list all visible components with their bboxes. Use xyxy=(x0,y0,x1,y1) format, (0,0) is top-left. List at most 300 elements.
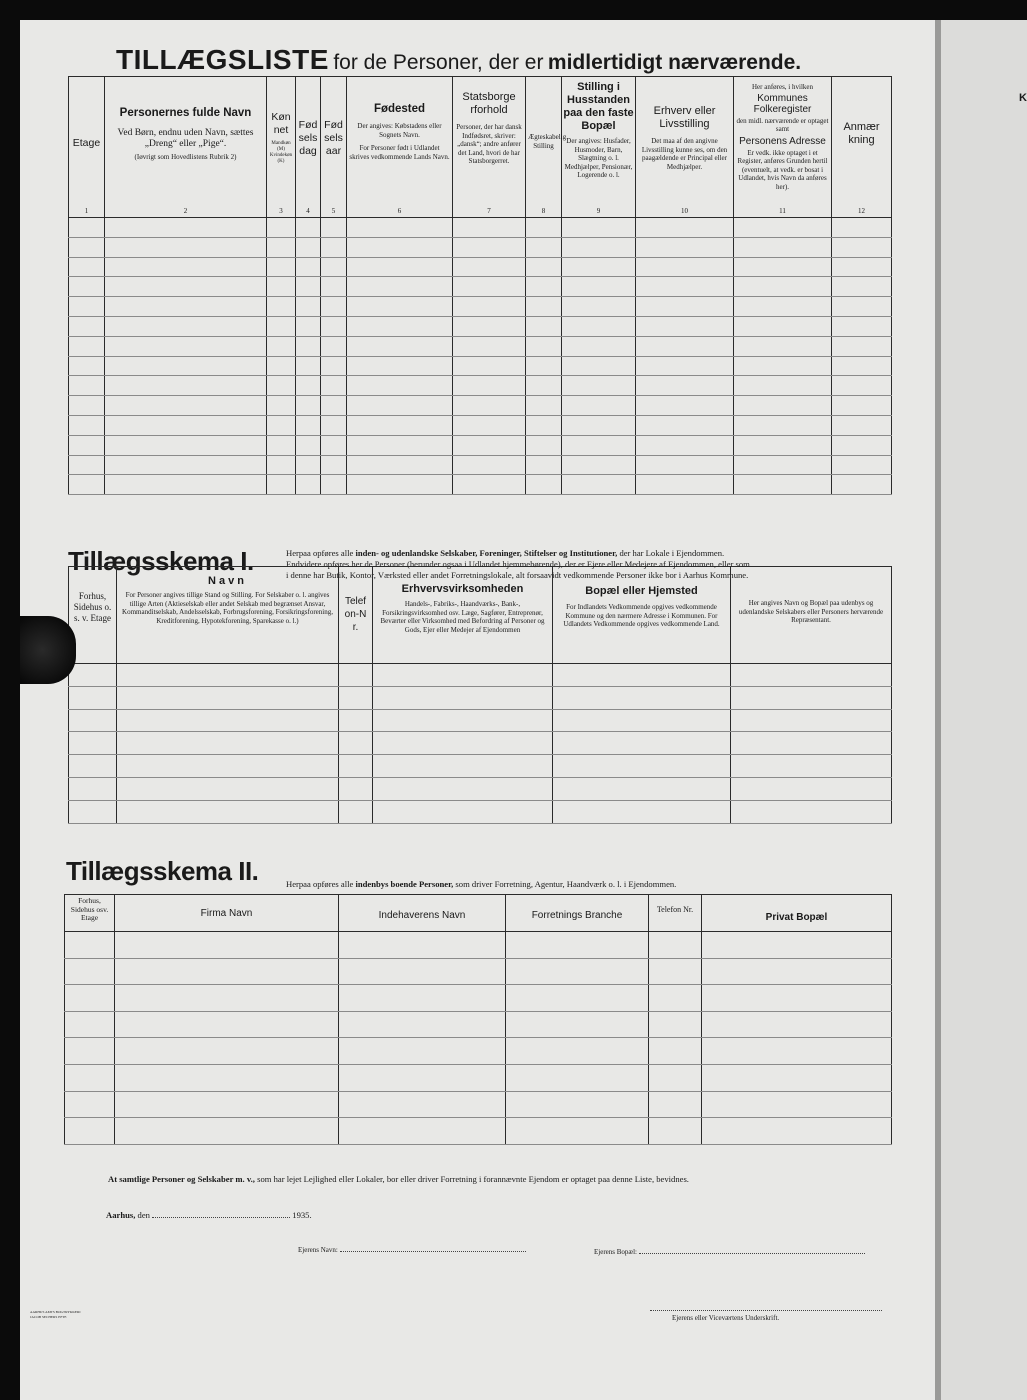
table-cell[interactable] xyxy=(347,297,453,317)
table-cell[interactable] xyxy=(562,455,636,475)
table-cell[interactable] xyxy=(373,755,553,778)
table-cell[interactable] xyxy=(731,664,892,687)
table-cell[interactable] xyxy=(267,415,296,435)
table-cell[interactable] xyxy=(636,218,734,238)
table-cell[interactable] xyxy=(105,297,267,317)
table-cell[interactable] xyxy=(649,985,702,1012)
table-cell[interactable] xyxy=(734,376,832,396)
table-cell[interactable] xyxy=(115,985,339,1012)
table-cell[interactable] xyxy=(69,777,117,800)
table-cell[interactable] xyxy=(734,237,832,257)
table-cell[interactable] xyxy=(832,316,892,336)
table-cell[interactable] xyxy=(267,316,296,336)
schema1-title: Tillægsskema I. xyxy=(68,546,254,576)
table-cell[interactable] xyxy=(731,686,892,709)
table-cell[interactable] xyxy=(347,415,453,435)
table-cell[interactable] xyxy=(115,1091,339,1118)
table-cell[interactable] xyxy=(321,257,347,277)
table-cell[interactable] xyxy=(105,435,267,455)
table-cell[interactable] xyxy=(526,376,562,396)
table-cell[interactable] xyxy=(115,1118,339,1145)
table-cell[interactable] xyxy=(702,1011,892,1038)
table-cell[interactable] xyxy=(526,297,562,317)
table-cell[interactable] xyxy=(636,415,734,435)
table-cell[interactable] xyxy=(69,709,117,732)
table-row xyxy=(69,800,892,823)
owner-name-line: Ejerens Navn: xyxy=(298,1246,526,1254)
table-cell[interactable] xyxy=(339,932,506,959)
table-cell[interactable] xyxy=(339,755,373,778)
table-cell[interactable] xyxy=(636,336,734,356)
table-cell[interactable] xyxy=(117,755,339,778)
table-cell[interactable] xyxy=(69,396,105,416)
table-cell[interactable] xyxy=(832,356,892,376)
table-cell[interactable] xyxy=(731,732,892,755)
table-cell[interactable] xyxy=(649,1118,702,1145)
table-cell[interactable] xyxy=(296,376,321,396)
table-cell[interactable] xyxy=(339,709,373,732)
table-cell[interactable] xyxy=(373,777,553,800)
table-cell[interactable] xyxy=(267,297,296,317)
table-row xyxy=(69,475,892,495)
table-row xyxy=(69,415,892,435)
table-cell[interactable] xyxy=(321,396,347,416)
table-cell[interactable] xyxy=(267,237,296,257)
table-cell[interactable] xyxy=(105,316,267,336)
table-cell[interactable] xyxy=(373,686,553,709)
table-cell[interactable] xyxy=(373,664,553,687)
s1-col-bopael: Bopæl eller Hjemsted For Indlandets Vedkommende opgives vedkommende Kommune og den nærmere Adresse i Kommunen. For Udlandets Vedkommende opgives vedkommende Land. xyxy=(553,567,731,664)
table-cell[interactable] xyxy=(832,396,892,416)
table-cell[interactable] xyxy=(339,1091,506,1118)
table-cell[interactable] xyxy=(506,1064,649,1091)
table-cell[interactable] xyxy=(649,1091,702,1118)
table-cell[interactable] xyxy=(702,985,892,1012)
table-cell[interactable] xyxy=(321,316,347,336)
table-row xyxy=(69,316,892,336)
table-cell[interactable] xyxy=(69,336,105,356)
table-cell[interactable] xyxy=(296,415,321,435)
table-cell[interactable] xyxy=(321,237,347,257)
table-cell[interactable] xyxy=(347,316,453,336)
table-cell[interactable] xyxy=(321,475,347,495)
table-cell[interactable] xyxy=(562,356,636,376)
table-cell[interactable] xyxy=(373,709,553,732)
table-cell[interactable] xyxy=(562,218,636,238)
table-row xyxy=(69,277,892,297)
table-row xyxy=(69,257,892,277)
table-cell[interactable] xyxy=(526,396,562,416)
table-cell[interactable] xyxy=(339,1038,506,1065)
table-cell[interactable] xyxy=(321,415,347,435)
table-cell[interactable] xyxy=(105,415,267,435)
table-cell[interactable] xyxy=(636,316,734,336)
table-cell[interactable] xyxy=(636,297,734,317)
table-cell[interactable] xyxy=(117,732,339,755)
table-cell[interactable] xyxy=(267,336,296,356)
table-cell[interactable] xyxy=(69,218,105,238)
table-cell[interactable] xyxy=(731,755,892,778)
table-cell[interactable] xyxy=(117,800,339,823)
table-cell[interactable] xyxy=(69,475,105,495)
table-cell[interactable] xyxy=(832,297,892,317)
table-cell[interactable] xyxy=(731,800,892,823)
table-cell[interactable] xyxy=(453,297,526,317)
table-cell[interactable] xyxy=(117,709,339,732)
s2-col-privat-bopael: Privat Bopæl xyxy=(702,895,892,932)
table-cell[interactable] xyxy=(105,455,267,475)
table-cell[interactable] xyxy=(105,356,267,376)
table-cell[interactable] xyxy=(562,435,636,455)
table-cell[interactable] xyxy=(105,336,267,356)
table-cell[interactable] xyxy=(296,435,321,455)
table-cell[interactable] xyxy=(731,709,892,732)
table-cell[interactable] xyxy=(734,435,832,455)
table-cell[interactable] xyxy=(636,455,734,475)
table-cell[interactable] xyxy=(734,475,832,495)
table-cell[interactable] xyxy=(562,277,636,297)
schema1-description: Herpaa opføres alle inden- og udenlandske Selskaber, Foreninger, Stiftelser og Institutioner, der har Lokale i Ejendommen. Endvidere opføres her de Personer (herunder ogsaa i Udlandet hjemmehørende), der er Ejere eller Medejere af Ejendommen, eller som i denne har Butik, Kontor, Værksted eller andet Forretningslokale, alt forsaavidt vedkommende Personer ikke bor i Aarhus Kommune. xyxy=(286,548,750,580)
table-cell[interactable] xyxy=(734,297,832,317)
col-foedselsaar: Fødselsaar 5 xyxy=(321,77,347,218)
table-cell[interactable] xyxy=(553,686,731,709)
table-cell[interactable] xyxy=(69,297,105,317)
table-cell[interactable] xyxy=(296,257,321,277)
table-cell[interactable] xyxy=(69,686,117,709)
table-cell[interactable] xyxy=(105,237,267,257)
table-cell[interactable] xyxy=(649,958,702,985)
table-cell[interactable] xyxy=(339,800,373,823)
schema2-title: Tillægsskema II. xyxy=(66,856,259,886)
table-cell[interactable] xyxy=(267,475,296,495)
table-cell[interactable] xyxy=(562,257,636,277)
table-cell[interactable] xyxy=(267,277,296,297)
table-cell[interactable] xyxy=(649,932,702,959)
schema2-rows xyxy=(65,932,892,1145)
table-cell[interactable] xyxy=(347,396,453,416)
date-line: Aarhus, den 1935. xyxy=(106,1210,312,1220)
table-cell[interactable] xyxy=(267,455,296,475)
table-cell[interactable] xyxy=(702,932,892,959)
table-cell[interactable] xyxy=(105,376,267,396)
table-cell[interactable] xyxy=(296,297,321,317)
table-cell[interactable] xyxy=(506,1011,649,1038)
table-cell[interactable] xyxy=(69,277,105,297)
table-cell[interactable] xyxy=(702,1118,892,1145)
table-row xyxy=(69,755,892,778)
table-cell[interactable] xyxy=(636,435,734,455)
table-cell[interactable] xyxy=(453,257,526,277)
table-cell[interactable] xyxy=(65,1038,115,1065)
table-cell[interactable] xyxy=(734,415,832,435)
table-cell[interactable] xyxy=(506,1091,649,1118)
table-cell[interactable] xyxy=(649,1038,702,1065)
table-cell[interactable] xyxy=(832,218,892,238)
table-cell[interactable] xyxy=(296,396,321,416)
table-cell[interactable] xyxy=(553,664,731,687)
table-cell[interactable] xyxy=(69,664,117,687)
table-cell[interactable] xyxy=(526,237,562,257)
col-koennet: Kønnet Mandkøn (M) Kvindekøn (K) 3 xyxy=(267,77,296,218)
table-cell[interactable] xyxy=(296,336,321,356)
table-cell[interactable] xyxy=(117,664,339,687)
attestation-statement: At samtlige Personer og Selskaber m. v., som har lejet Lejlighed eller Lokaler, bor eller driver Forretning i forannævnte Ejendom er optaget paa denne Liste, bevidnes. xyxy=(108,1174,689,1184)
table-cell[interactable] xyxy=(105,257,267,277)
table-cell[interactable] xyxy=(526,277,562,297)
table-cell[interactable] xyxy=(117,686,339,709)
table-cell[interactable] xyxy=(321,435,347,455)
table-cell[interactable] xyxy=(296,277,321,297)
table-cell[interactable] xyxy=(453,475,526,495)
table-cell[interactable] xyxy=(506,932,649,959)
table-cell[interactable] xyxy=(453,218,526,238)
table-cell[interactable] xyxy=(453,356,526,376)
table-cell[interactable] xyxy=(296,316,321,336)
table-cell[interactable] xyxy=(115,932,339,959)
table-cell[interactable] xyxy=(562,316,636,336)
s2-col-firma-navn: Firma Navn xyxy=(115,895,339,932)
table-cell[interactable] xyxy=(339,664,373,687)
table-cell[interactable] xyxy=(69,376,105,396)
table-cell[interactable] xyxy=(65,932,115,959)
table-cell[interactable] xyxy=(832,455,892,475)
table-row xyxy=(69,356,892,376)
table-cell[interactable] xyxy=(105,475,267,495)
table-cell[interactable] xyxy=(321,455,347,475)
table-cell[interactable] xyxy=(347,218,453,238)
table-cell[interactable] xyxy=(321,297,347,317)
table-cell[interactable] xyxy=(562,336,636,356)
table-cell[interactable] xyxy=(321,218,347,238)
table-cell[interactable] xyxy=(832,237,892,257)
table-cell[interactable] xyxy=(347,376,453,396)
table-cell[interactable] xyxy=(347,277,453,297)
table-cell[interactable] xyxy=(453,237,526,257)
table-cell[interactable] xyxy=(734,396,832,416)
table-cell[interactable] xyxy=(734,257,832,277)
table-cell[interactable] xyxy=(832,277,892,297)
table-cell[interactable] xyxy=(347,435,453,455)
table-row xyxy=(69,686,892,709)
table-cell[interactable] xyxy=(373,732,553,755)
table-cell[interactable] xyxy=(734,356,832,376)
table-cell[interactable] xyxy=(321,376,347,396)
table-cell[interactable] xyxy=(702,1064,892,1091)
table-cell[interactable] xyxy=(267,218,296,238)
table-row xyxy=(69,455,892,475)
table-cell[interactable] xyxy=(832,376,892,396)
table-cell[interactable] xyxy=(506,1038,649,1065)
table-cell[interactable] xyxy=(115,1011,339,1038)
table-cell[interactable] xyxy=(296,475,321,495)
table-cell[interactable] xyxy=(267,376,296,396)
table-cell[interactable] xyxy=(69,237,105,257)
table-row xyxy=(69,237,892,257)
table-cell[interactable] xyxy=(117,777,339,800)
table-cell[interactable] xyxy=(453,336,526,356)
table-row xyxy=(65,1038,892,1065)
table-cell[interactable] xyxy=(832,415,892,435)
table-cell[interactable] xyxy=(526,435,562,455)
table-cell[interactable] xyxy=(832,257,892,277)
table-cell[interactable] xyxy=(636,396,734,416)
table-cell[interactable] xyxy=(734,336,832,356)
table-cell[interactable] xyxy=(65,958,115,985)
table-cell[interactable] xyxy=(339,686,373,709)
table-cell[interactable] xyxy=(65,985,115,1012)
table-cell[interactable] xyxy=(373,800,553,823)
table-cell[interactable] xyxy=(267,356,296,376)
table-header-row xyxy=(69,77,892,218)
table-cell[interactable] xyxy=(734,218,832,238)
table-cell[interactable] xyxy=(69,257,105,277)
table-cell[interactable] xyxy=(65,1011,115,1038)
table-cell[interactable] xyxy=(702,1038,892,1065)
table-cell[interactable] xyxy=(339,1011,506,1038)
adjacent-page: K xyxy=(941,20,1027,1400)
table-cell[interactable] xyxy=(562,376,636,396)
table-cell[interactable] xyxy=(69,316,105,336)
schema2-table xyxy=(64,894,892,1145)
table-cell[interactable] xyxy=(526,316,562,336)
table-cell[interactable] xyxy=(553,709,731,732)
table-cell[interactable] xyxy=(69,356,105,376)
table-cell[interactable] xyxy=(453,415,526,435)
table-row xyxy=(65,985,892,1012)
table-cell[interactable] xyxy=(553,777,731,800)
table-row xyxy=(69,709,892,732)
table-cell[interactable] xyxy=(453,396,526,416)
signature-field[interactable] xyxy=(650,1310,882,1311)
table-row xyxy=(65,932,892,959)
thumb-shadow xyxy=(20,616,76,684)
table-cell[interactable] xyxy=(453,455,526,475)
table-cell[interactable] xyxy=(65,1118,115,1145)
table-cell[interactable] xyxy=(832,336,892,356)
table-cell[interactable] xyxy=(506,985,649,1012)
table-cell[interactable] xyxy=(105,218,267,238)
tillaegsliste-rows xyxy=(69,218,892,495)
table-cell[interactable] xyxy=(526,356,562,376)
table-cell[interactable] xyxy=(553,800,731,823)
table-cell[interactable] xyxy=(69,732,117,755)
s1-col-etage: Forhus, Sidehus o. s. v. Etage xyxy=(69,567,117,664)
table-cell[interactable] xyxy=(734,277,832,297)
table-cell[interactable] xyxy=(69,435,105,455)
s1-col-repraesentant: Her angives Navn og Bopæl paa udenbys og udenlandske Selskabers eller Personers herværende Repræsentant. xyxy=(731,567,892,664)
table-cell[interactable] xyxy=(339,1118,506,1145)
table-cell[interactable] xyxy=(636,257,734,277)
table-row xyxy=(69,396,892,416)
table-cell[interactable] xyxy=(339,1064,506,1091)
table-cell[interactable] xyxy=(339,777,373,800)
table-cell[interactable] xyxy=(115,1038,339,1065)
owner-name-field[interactable] xyxy=(340,1251,526,1252)
table-cell[interactable] xyxy=(69,415,105,435)
table-cell[interactable] xyxy=(321,277,347,297)
table-row xyxy=(65,1091,892,1118)
table-cell[interactable] xyxy=(734,455,832,475)
table-cell[interactable] xyxy=(636,277,734,297)
table-cell[interactable] xyxy=(115,1064,339,1091)
col-foedselsdag: Fødselsdag 4 xyxy=(296,77,321,218)
table-cell[interactable] xyxy=(339,958,506,985)
table-cell[interactable] xyxy=(506,1118,649,1145)
table-cell[interactable] xyxy=(636,475,734,495)
table-cell[interactable] xyxy=(347,356,453,376)
table-cell[interactable] xyxy=(339,985,506,1012)
table-cell[interactable] xyxy=(526,415,562,435)
table-cell[interactable] xyxy=(526,475,562,495)
table-cell[interactable] xyxy=(453,435,526,455)
table-cell[interactable] xyxy=(526,336,562,356)
table-cell[interactable] xyxy=(562,396,636,416)
table-cell[interactable] xyxy=(506,958,649,985)
table-cell[interactable] xyxy=(553,755,731,778)
table-cell[interactable] xyxy=(321,336,347,356)
table-cell[interactable] xyxy=(832,435,892,455)
table-cell[interactable] xyxy=(267,396,296,416)
table-cell[interactable] xyxy=(347,475,453,495)
table-cell[interactable] xyxy=(649,1011,702,1038)
table-cell[interactable] xyxy=(296,218,321,238)
table-cell[interactable] xyxy=(702,1091,892,1118)
table-cell[interactable] xyxy=(553,732,731,755)
table-cell[interactable] xyxy=(636,376,734,396)
table-cell[interactable] xyxy=(347,257,453,277)
table-cell[interactable] xyxy=(105,277,267,297)
table-cell[interactable] xyxy=(526,218,562,238)
table-cell[interactable] xyxy=(526,257,562,277)
table-cell[interactable] xyxy=(65,1064,115,1091)
owner-address-field[interactable] xyxy=(639,1253,865,1254)
table-cell[interactable] xyxy=(562,237,636,257)
table-cell[interactable] xyxy=(562,475,636,495)
table-cell[interactable] xyxy=(296,356,321,376)
table-cell[interactable] xyxy=(267,435,296,455)
table-cell[interactable] xyxy=(339,732,373,755)
table-cell[interactable] xyxy=(267,257,296,277)
table-cell[interactable] xyxy=(296,237,321,257)
table-cell[interactable] xyxy=(636,237,734,257)
table-cell[interactable] xyxy=(702,958,892,985)
table-cell[interactable] xyxy=(65,1091,115,1118)
s1-col-telefon: Telefon-Nr. xyxy=(339,567,373,664)
table-cell[interactable] xyxy=(69,755,117,778)
table-cell[interactable] xyxy=(526,455,562,475)
table-cell[interactable] xyxy=(453,316,526,336)
table-cell[interactable] xyxy=(115,958,339,985)
table-cell[interactable] xyxy=(734,316,832,336)
table-cell[interactable] xyxy=(453,277,526,297)
table-cell[interactable] xyxy=(105,396,267,416)
table-cell[interactable] xyxy=(832,475,892,495)
s1-col-erhvervsvirksomheden: Erhvervsvirksomheden Handels-, Fabriks-, Haandværks-, Bank-, Forsikringsvirksomhed osv. Læge, Sagfører, Entreprenør, Beværter eller Virksomhed med Befordring af Personer og Gods, Ejer eller Medejer af Ejendommen xyxy=(373,567,553,664)
table-cell[interactable] xyxy=(731,777,892,800)
table-cell[interactable] xyxy=(296,455,321,475)
table-cell[interactable] xyxy=(69,800,117,823)
table-cell[interactable] xyxy=(347,336,453,356)
table-cell[interactable] xyxy=(453,376,526,396)
table-cell[interactable] xyxy=(321,356,347,376)
table-cell[interactable] xyxy=(562,297,636,317)
table-cell[interactable] xyxy=(347,455,453,475)
table-cell[interactable] xyxy=(562,415,636,435)
table-cell[interactable] xyxy=(347,237,453,257)
table-cell[interactable] xyxy=(649,1064,702,1091)
table-cell[interactable] xyxy=(636,356,734,376)
table-cell[interactable] xyxy=(69,455,105,475)
